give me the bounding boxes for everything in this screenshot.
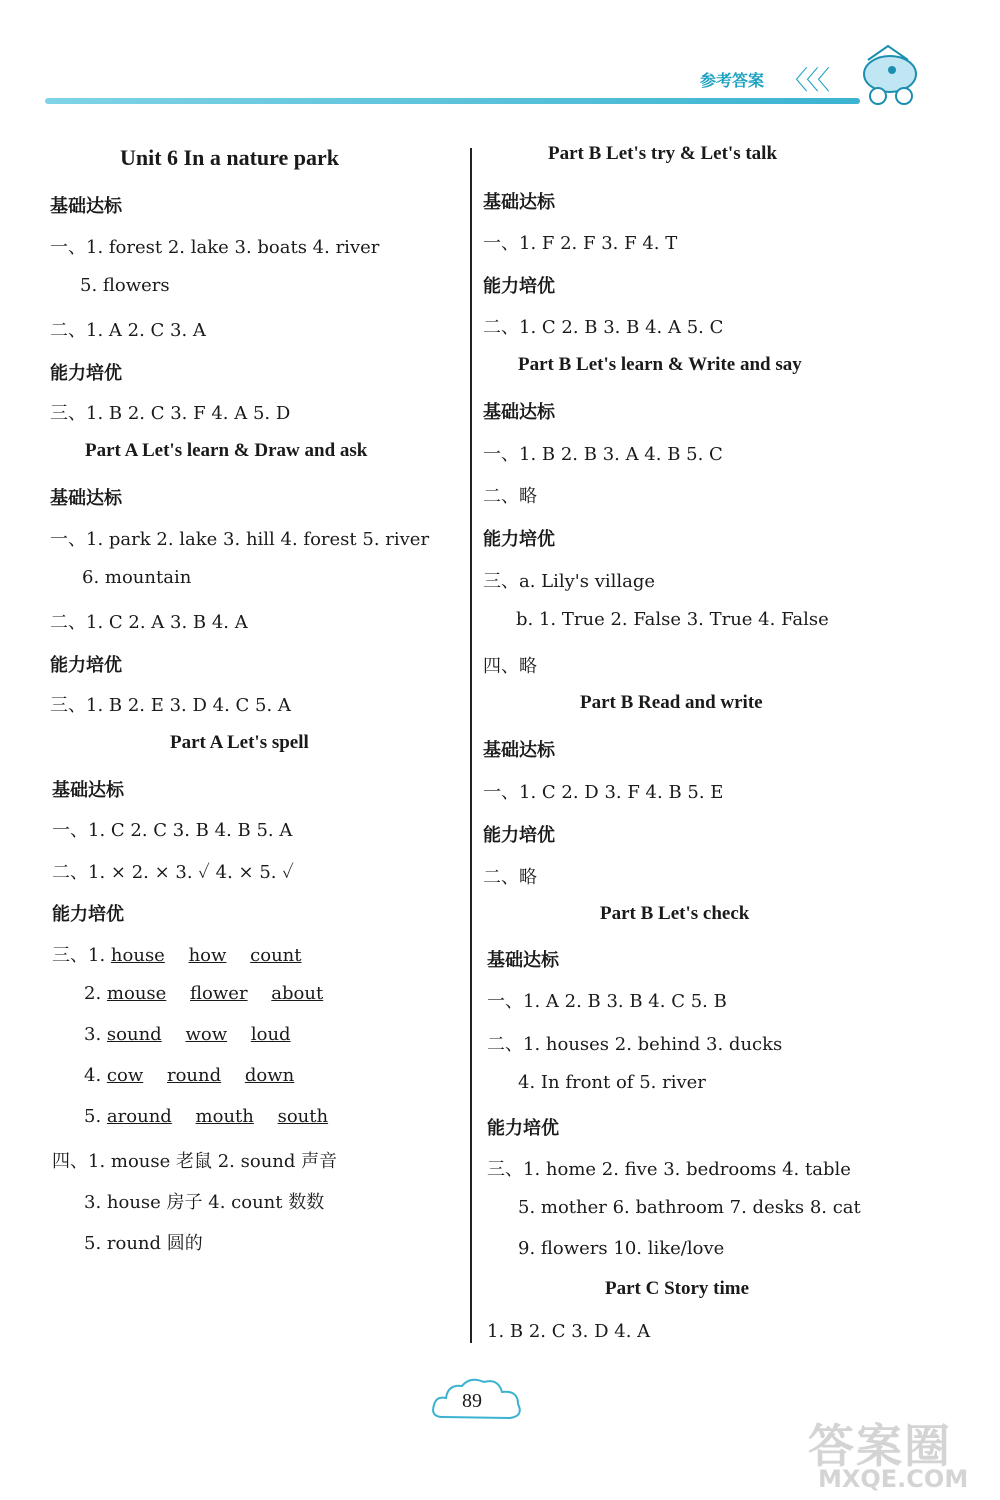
spell-word: wow: [185, 1024, 228, 1045]
section-label: 基础达标: [52, 780, 124, 801]
spell-word: how: [188, 945, 227, 966]
section-label: 基础达标: [50, 196, 122, 217]
spell-word: house: [110, 945, 165, 966]
spell-word: mouth: [195, 1106, 254, 1127]
mascot-icon: [848, 40, 928, 110]
answer-line: 三、1. B 2. C 3. F 4. A 5. D: [50, 403, 291, 424]
answer-line: 5. round 圆的: [84, 1233, 203, 1254]
answer-line: 二、1. × 2. × 3. ✓ 4. × 5. ✓: [52, 862, 294, 883]
answer-line: b. 1. True 2. False 3. True 4. False: [516, 609, 829, 630]
spell-word: mouse: [106, 983, 167, 1004]
answer-line: 一、1. B 2. B 3. A 4. B 5. C: [483, 444, 723, 465]
spell-number: 4.: [84, 1065, 102, 1086]
column-divider: [470, 148, 472, 1343]
section-label: 能力培优: [52, 904, 124, 925]
answer-line: 二、1. C 2. B 3. B 4. A 5. C: [483, 317, 724, 338]
answer-line: 二、1. houses 2. behind 3. ducks: [487, 1034, 783, 1055]
answer-line: 一、1. park 2. lake 3. hill 4. forest 5. river: [50, 529, 430, 550]
section-label: 能力培优: [483, 825, 555, 846]
section-label: 基础达标: [483, 192, 555, 213]
part-heading: Part A Let's spell: [170, 732, 309, 753]
answer-line: 一、1. C 2. D 3. F 4. B 5. E: [483, 782, 724, 803]
unit-title: Unit 6 In a nature park: [120, 145, 340, 170]
spell-word: flower: [190, 983, 248, 1004]
answer-line: 四、1. mouse 老鼠 2. sound 声音: [52, 1151, 338, 1172]
spell-word: south: [277, 1106, 329, 1127]
section-label: 能力培优: [483, 529, 555, 550]
answer-line: 5. flowers: [80, 275, 170, 296]
part-heading: Part B Read and write: [580, 692, 763, 713]
watermark-url: MXQE.COM: [818, 1465, 969, 1493]
answer-line: 一、1. F 2. F 3. F 4. T: [483, 233, 678, 254]
section-label: 基础达标: [50, 488, 122, 509]
answer-line: 四、略: [483, 656, 537, 677]
answer-line: 二、略: [483, 486, 537, 507]
answer-line: 一、1. forest 2. lake 3. boats 4. river: [50, 237, 380, 258]
answer-line: 三、1. B 2. E 3. D 4. C 5. A: [50, 695, 291, 716]
spell-word: count: [250, 945, 302, 966]
answer-line: 二、1. A 2. C 3. A: [50, 320, 206, 341]
answer-line: 3. house 房子 4. count 数数: [84, 1192, 325, 1213]
spell-number: 2.: [84, 983, 102, 1004]
section-label: 能力培优: [50, 363, 122, 384]
spell-number: 5.: [84, 1106, 102, 1127]
spell-word: sound: [106, 1024, 162, 1045]
page-number: 89: [462, 1390, 482, 1412]
section-label: 基础达标: [487, 950, 559, 971]
answer-line: 三、a. Lily's village: [483, 571, 656, 592]
spell-word: down: [244, 1065, 295, 1086]
part-heading: Part B Let's check: [600, 903, 750, 924]
answer-line: 1. B 2. C 3. D 4. A: [487, 1321, 651, 1342]
answer-line: 6. mountain: [82, 567, 192, 588]
answer-line: 一、1. A 2. B 3. B 4. C 5. B: [487, 991, 727, 1012]
answer-line: 5. mother 6. bathroom 7. desks 8. cat: [518, 1197, 861, 1218]
spell-word: round: [166, 1065, 222, 1086]
spell-word: around: [106, 1106, 172, 1127]
part-heading: Part C Story time: [605, 1278, 750, 1299]
section-label: 能力培优: [50, 655, 122, 676]
spell-word: cow: [106, 1065, 144, 1086]
section-label: 能力培优: [483, 276, 555, 297]
spell-word: about: [271, 983, 324, 1004]
part-heading: Part B Let's try & Let's talk: [548, 143, 778, 164]
watermark: 答案圈: [808, 1419, 952, 1473]
spell-row: [84, 1024, 291, 1045]
spell-row: [84, 1065, 294, 1086]
answer-line: 二、略: [483, 867, 537, 888]
section-label: 基础达标: [483, 402, 555, 423]
answer-line: 一、1. C 2. C 3. B 4. B 5. A: [52, 820, 293, 841]
spell-prefix: 三、1.: [52, 945, 106, 966]
part-heading: Part A Let's learn & Draw and ask: [85, 440, 368, 461]
spell-row: [84, 983, 323, 1004]
header-bar: [45, 98, 860, 104]
section-label: 能力培优: [487, 1118, 559, 1139]
header-title: 参考答案: [700, 71, 765, 90]
spell-row: [84, 1106, 328, 1127]
answer-line: 4. In front of 5. river: [518, 1072, 706, 1093]
spell-row: [52, 941, 302, 967]
spell-number: 3.: [84, 1024, 102, 1045]
section-label: 基础达标: [483, 740, 555, 761]
answer-line: 二、1. C 2. A 3. B 4. A: [50, 612, 248, 633]
part-heading: Part B Let's learn & Write and say: [518, 354, 802, 375]
answer-line: 9. flowers 10. like/love: [518, 1238, 725, 1259]
header-arrows-icon: 〈〈〈: [782, 66, 829, 96]
answer-line: 三、1. home 2. five 3. bedrooms 4. table: [487, 1159, 851, 1180]
spell-word: loud: [250, 1024, 291, 1045]
